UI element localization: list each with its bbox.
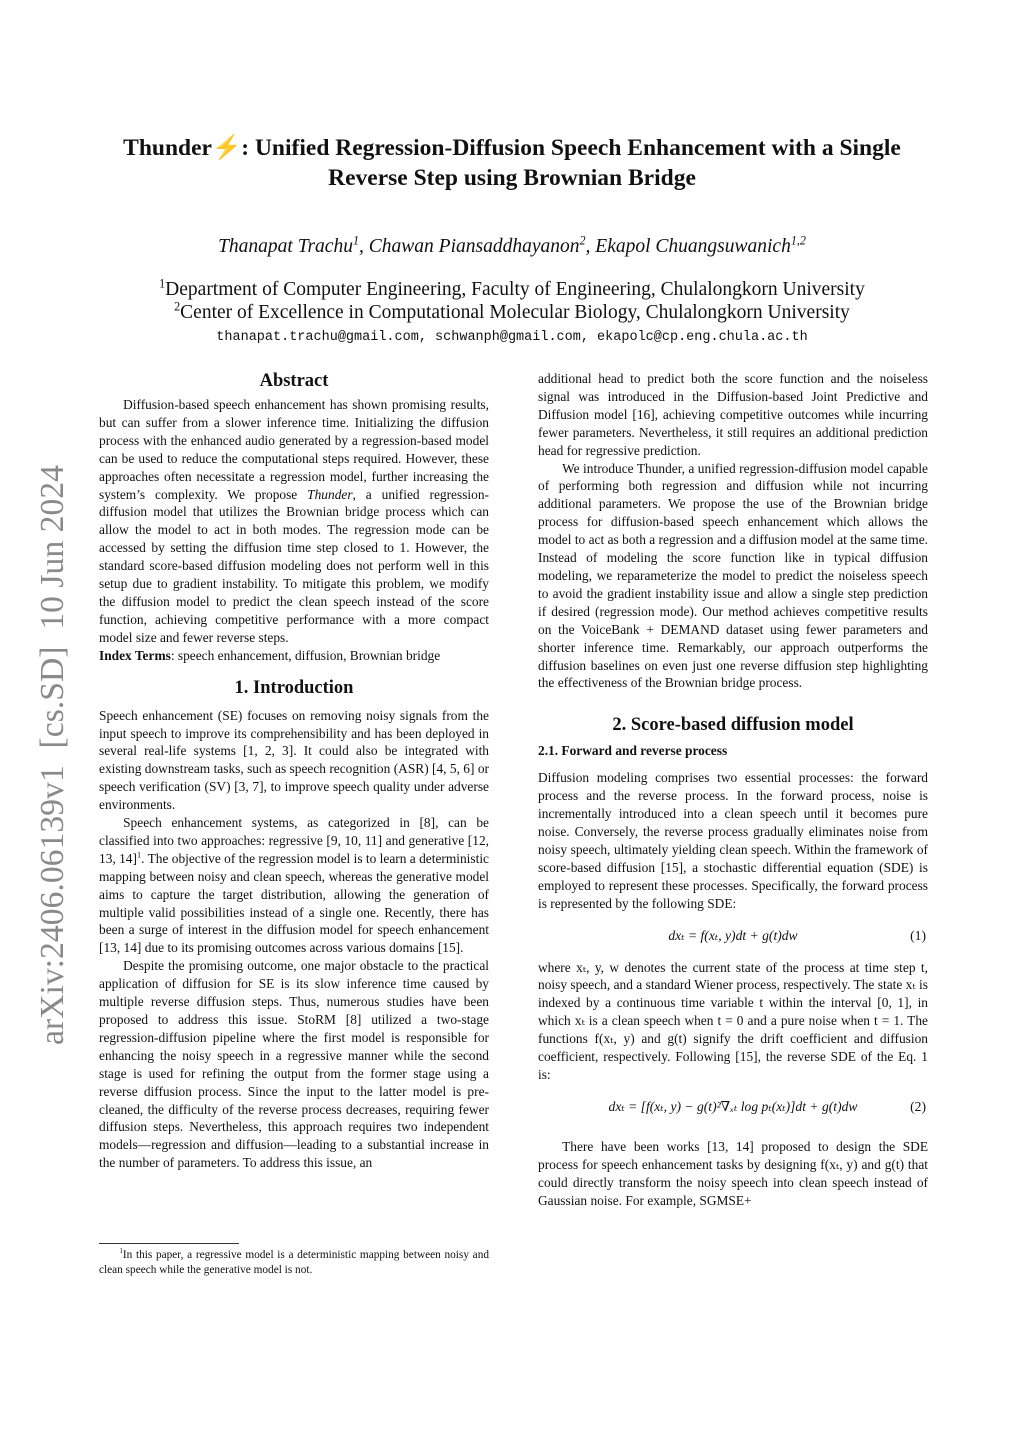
author-name: Chawan Piansaddhayanon <box>368 236 580 257</box>
title-line1-rest: : Unified Regression-Diffusion Speech Enhancement with a Single <box>241 135 901 161</box>
right-paragraph-3: Diffusion modeling comprises two essential processes: the forward process and the reverse process. In the forward process, noise is incrementally introduced into a clean speech until it becomes pure noise. Conversely, the reverse process gradually eliminates noise from noisy speech, ultimately yielding clean speech. Within the framework of score-based diffusion [15], a stochastic differential equation (SDE) is employed to represent these processes. Specifically, the forward process is represented by the following SDE: <box>538 770 928 911</box>
paper-title <box>90 133 934 193</box>
author-name: Thanapat Trachu <box>218 236 353 257</box>
right-column <box>538 370 928 1210</box>
left-column <box>99 370 489 1172</box>
intro-paragraph-2: Speech enhancement systems, as categorized in [8], can be classified into two approaches: regressive [9, 10, 11] and generative [12, 13, 14]$^1$. The objective of the regression model is to learn a deterministic mapping between noisy and clean speech, whereas the generative model aims to capture the target distribution, allowing the generation of multiple valid possibilities instead of a single one. Recently, there has been a surge of interest in the diffusion model for speech enhancement [13, 14] due to its promising outcomes across various domains [15]. <box>99 815 489 956</box>
lightning-bolt-icon: ⚡ <box>212 135 242 161</box>
section-2-heading: 2. Score-based diffusion model <box>612 715 854 736</box>
arxiv-id-text: arXiv:2406.06139v1 [cs.SD] 10 Jun 2024 <box>34 459 71 1045</box>
author-affil-mark: 2 <box>579 233 586 248</box>
right-paragraph-5: There have been works [13, 14] proposed to design the SDE process for speech enhancement tasks by designing f(xₜ, y) and g(t) that could directly transform the noisy speech into clean speech instead of Gaussian noise. For example, SGMSE+ <box>538 1138 928 1208</box>
footnote-mark: 1 <box>136 850 142 860</box>
author-name: Ekapol Chuangsuwanich <box>595 236 791 257</box>
affiliation-line: $^2$Center of Excellence in Computational Molecular Biology, Chulalongkorn University <box>174 299 850 323</box>
right-paragraph-1: additional head to predict both the score function and the noiseless signal was introduced in the Diffusion-based Joint Predictive and Diffusion model [16], achieving competitive outcomes while incurring fewer parameters. Nevertheless, it still requires an additional prediction head for regressive prediction. <box>538 371 928 458</box>
author-emails: thanapat.trachu@gmail.com, schwanph@gmail.com, ekapolc@cp.eng.chula.ac.th <box>216 330 808 345</box>
intro-paragraph-3: Despite the promising outcome, one major obstacle to the practical application of diffusion for SE is its slow inference time caused by multiple reverse diffusion steps. Thus, numerous studies have been proposed to address this issue. StoRM [8] utilized a two-stage regression-diffusion pipeline where the first model is responsible for enhancing the noisy speech in a regressive manner while the second stage is used for refining the output from the former stage using a reverse diffusion process. Since the input to the latter model is pre-cleaned, the difficulty of the reverse process decreases, requiring fewer diffusion steps. Nevertheless, this approach requires two independent models—regression and diffusion—leading to a substantial increase in the number of parameters. To address this issue, an <box>99 958 489 1171</box>
right-paragraph-4: where xₜ, y, w denotes the current state of the process at time step t, noisy speech, and a standard Wiener process, respectively. The state xₜ is indexed by a continuous time variable t within the interval [0, 1], in which xₜ is a clean speech when t = 0 and a pure noise when t = 1. The functions f(xₜ, y) and g(t) signify the drift coefficient and diffusion coefficient, respectively. Following [15], the reverse SDE of the Eq. 1 is: <box>538 959 928 1082</box>
equation-number: (1) <box>910 927 926 943</box>
equation-number: (2) <box>910 1098 926 1114</box>
section-1-heading: 1. Introduction <box>234 677 354 698</box>
abstract-body: Diffusion-based speech enhancement has shown promising results, but can suffer from a slower inference time. Initializing the diffusion process with the enhanced audio generated by a regression-based model can be used to reduce the computational steps required. However, these approaches often necessitate a regression model, further increasing the system’s complexity. We propose Thunder, a unified regression-diffusion model that utilizes the Brownian bridge process which can allow the model to act in both modes. The regression mode can be accessed by setting the diffusion time step closed to 1. However, the standard score-based diffusion modeling does not perform well in this setup due to gradient instability. To mitigate this problem, we modify the diffusion model to predict the clean speech instead of the score function, achieving competitive performance with a more compact model size and fewer reverse steps. <box>99 397 489 645</box>
title-line2: Reverse Step using Brownian Bridge <box>328 165 696 191</box>
subsection-2-1-heading: 2.1. Forward and reverse process <box>538 743 728 759</box>
affiliations <box>90 278 934 324</box>
affiliation-line: $^1$Department of Computer Engineering, Faculty of Engineering, Chulalongkorn University <box>159 276 865 300</box>
footnote: $^1$In this paper, a regressive model is a deterministic mapping between noisy and clean speech while the generative model is not. <box>99 1243 489 1278</box>
equation-1: dxₜ = f(xₜ, y)dt + g(t)dw (1) <box>668 927 926 943</box>
author-list: Thanapat Trachu$^1$, Chawan Piansaddhayanon$^2$, Ekapol Chuangsuwanich$^{1,2}$ <box>218 233 806 257</box>
abstract-heading: Abstract <box>259 371 329 391</box>
title-thunder: Thunder <box>123 135 212 161</box>
author-affil-mark: 1,2 <box>790 233 806 248</box>
equation-2: dxₜ = [f(xₜ, y) − g(t)²∇ₓₜ log pₜ(xₜ)]dt + g(t)dw (2) <box>608 1098 926 1114</box>
right-paragraph-2: We introduce Thunder, a unified regression-diffusion model capable of performing both regression and diffusion while not incurring additional parameters. We propose the use of the Brownian bridge process for diffusion-based speech enhancement which allows the model to act as both a regression and a diffusion model at the same time. Instead of modeling the score function like in typical diffusion modeling, we reparameterize the model to predict the noiseless speech to avoid the gradient instability issue and allow a single step prediction if desired (regression mode). Our method achieves competitive results on the VoiceBank + DEMAND dataset using fewer parameters and shorter inference time. Remarkably, our approach outperforms the diffusion baselines on even just one reverse diffusion step highlighting the effectiveness of the Brownian bridge process. <box>538 460 928 691</box>
footnote-rule <box>99 1243 239 1244</box>
intro-paragraph-1: Speech enhancement (SE) focuses on removing noisy signals from the input speech to improve its comprehensibility and has been deployed in several real-life systems [1, 2, 3]. It could also be integrated with existing downstream tasks, such as speech recognition (ASR) [4, 5, 6] or speech verification (SV) [3, 7], to improve speech quality under adverse environments. <box>99 707 489 813</box>
arxiv-identifier <box>8 455 80 1055</box>
index-terms: Index Terms: speech enhancement, diffusion, Brownian bridge <box>99 647 441 663</box>
author-affil-mark: 1 <box>352 233 360 248</box>
